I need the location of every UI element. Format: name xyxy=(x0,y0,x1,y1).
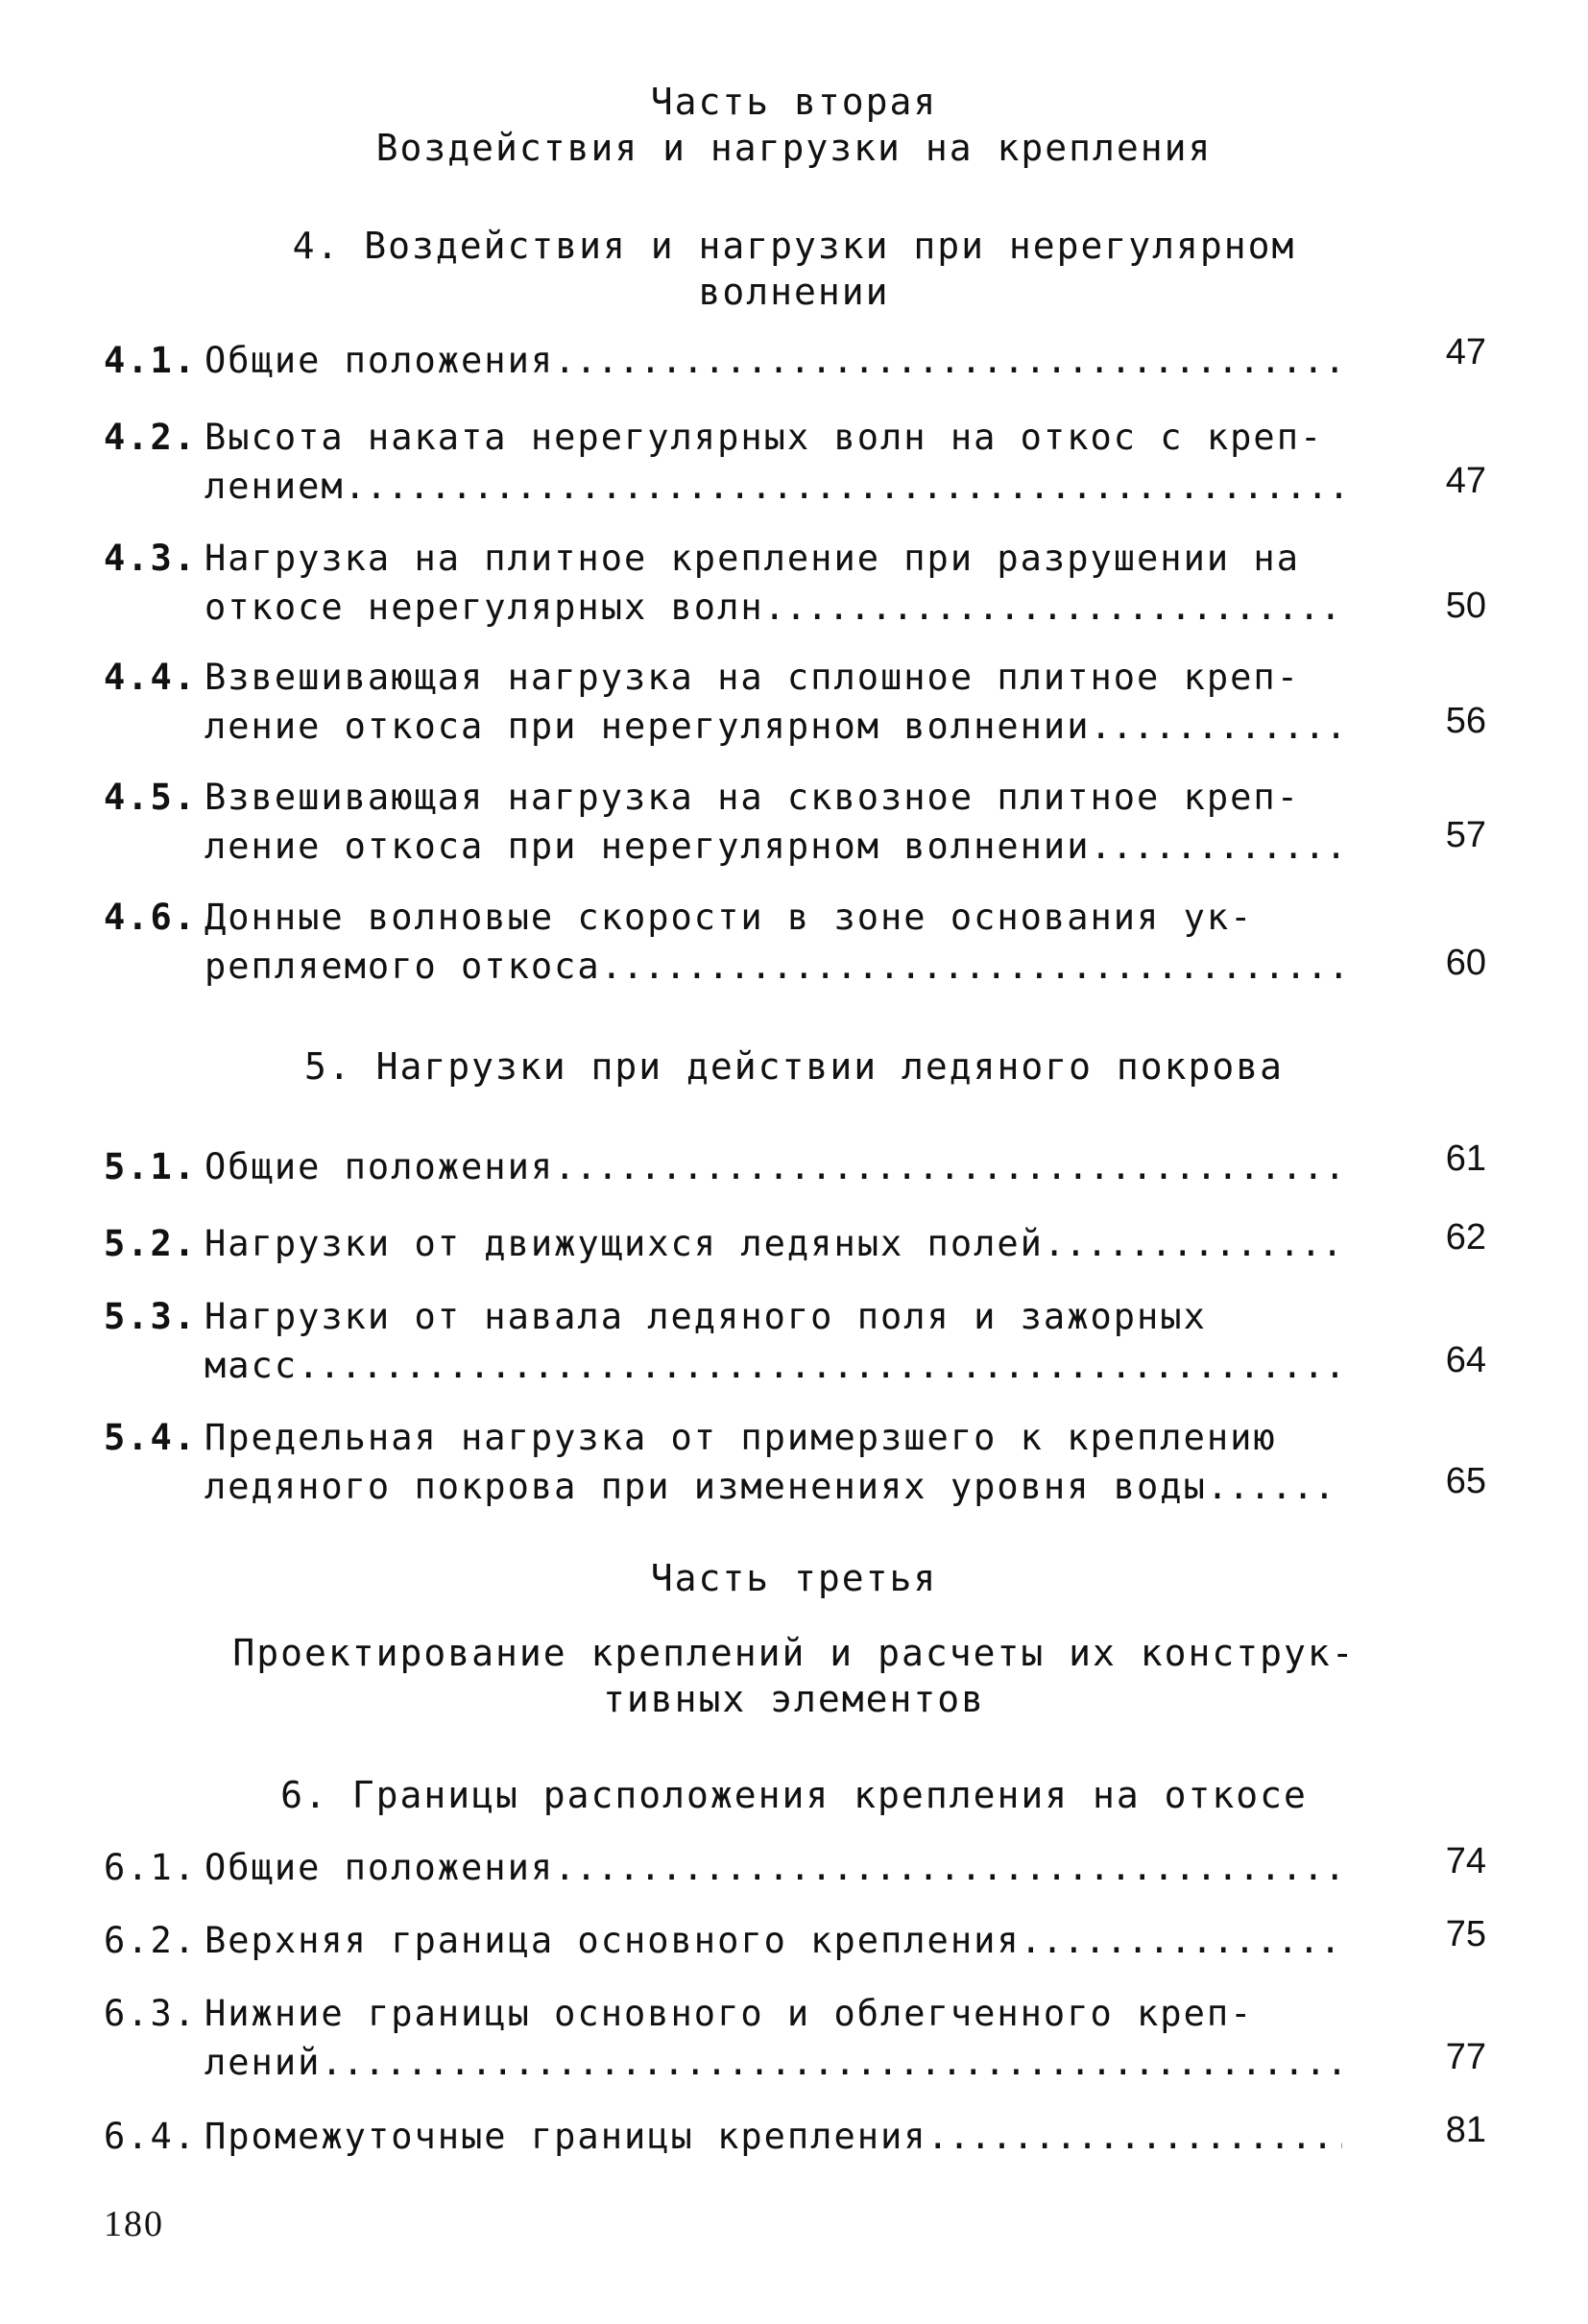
part3-subtitle-cont: тивных элементов xyxy=(602,1678,986,1720)
entry-title-cont: откосе нерегулярных волн xyxy=(205,587,764,628)
entry-number: 6.3. xyxy=(104,1993,198,2034)
entry-number: 5.4. xyxy=(104,1417,198,1458)
entry-page: 65 xyxy=(1445,1461,1486,1501)
entry-number: 6.2. xyxy=(104,1920,198,1961)
entry-number: 4.4. xyxy=(104,657,198,698)
entry-title: Высота наката нерегулярных волн на откос с креп- xyxy=(205,417,1324,458)
entry-page: 75 xyxy=(1445,1914,1486,1954)
entry-number: 5.2. xyxy=(104,1223,198,1264)
entry-number: 5.1. xyxy=(104,1146,198,1187)
entry-title: Нагрузки от навала ледяного поля и зажорных xyxy=(205,1296,1207,1337)
entry-title-cont: репляемого откоса xyxy=(205,946,601,987)
section4-title-cont: волнении xyxy=(698,271,890,313)
entry-title: Нагрузки от движущихся ледяных полей xyxy=(205,1223,1044,1264)
section4-title: 4. Воздействия и нагрузки при нерегулярном xyxy=(292,225,1296,267)
entry-page: 60 xyxy=(1445,943,1486,983)
entry-title: Общие положения xyxy=(205,340,555,381)
entry-title: Общие положения xyxy=(205,1847,555,1888)
entry-title: Промежуточные границы крепления xyxy=(205,2116,927,2157)
part3-subtitle: Проектирование креплений и расчеты их конструк- xyxy=(232,1632,1356,1674)
entry-title-cont: ление откоса при нерегулярном волнении xyxy=(205,706,1091,747)
entry-title-cont: ледяного покрова при изменениях уровня воды xyxy=(205,1466,1207,1507)
entry-title-cont: ление откоса при нерегулярном волнении xyxy=(205,826,1091,867)
entry-number: 4.1. xyxy=(104,340,198,381)
entry-page: 50 xyxy=(1445,586,1486,626)
part3-title: Часть третья xyxy=(650,1557,938,1599)
section5-title: 5. Нагрузки при действии ледяного покрова xyxy=(304,1045,1284,1088)
entry-title: Нагрузка на плитное крепление при разрушении на xyxy=(205,538,1300,579)
entry-page: 47 xyxy=(1445,461,1486,501)
entry-page: 61 xyxy=(1445,1138,1486,1179)
part2-title: Часть вторая xyxy=(650,81,938,123)
entry-number: 4.6. xyxy=(104,897,198,938)
entry-title: Донные волновые скорости в зоне основания ук- xyxy=(205,897,1254,938)
entry-page: 81 xyxy=(1445,2110,1486,2150)
entry-title-cont: лений xyxy=(205,2042,322,2083)
part2-subtitle: Воздействия и нагрузки на крепления xyxy=(375,127,1213,169)
entry-number: 6.1. xyxy=(104,1847,198,1888)
entry-title: Предельная нагрузка от примерзшего к креплению xyxy=(205,1417,1277,1458)
entry-page: 77 xyxy=(1445,2037,1486,2077)
entry-title: Взвешивающая нагрузка на сквозное плитное креп- xyxy=(205,777,1300,818)
entry-number: 4.2. xyxy=(104,417,198,458)
section6-title: 6. Границы расположения крепления на откосе xyxy=(280,1774,1308,1816)
entry-page: 47 xyxy=(1445,332,1486,372)
entry-number: 4.5. xyxy=(104,777,198,818)
entry-number: 5.3. xyxy=(104,1296,198,1337)
entry-page: 56 xyxy=(1445,701,1486,741)
entry-title: Верхняя граница основного крепления xyxy=(205,1920,1021,1961)
entry-title: Взвешивающая нагрузка на сплошное плитное креп- xyxy=(205,657,1300,698)
entry-title: Нижние границы основного и облегченного креп- xyxy=(205,1993,1254,2034)
entry-page: 64 xyxy=(1445,1340,1486,1380)
page-number: 180 xyxy=(104,2204,164,2244)
entry-number: 6.4. xyxy=(104,2116,198,2157)
entry-page: 62 xyxy=(1445,1217,1486,1258)
entry-page: 74 xyxy=(1445,1841,1486,1881)
entry-number: 4.3. xyxy=(104,538,198,579)
entry-title-cont: масс xyxy=(205,1345,299,1386)
entry-title: Общие положения xyxy=(205,1146,555,1187)
entry-title-cont: лением xyxy=(205,466,345,507)
entry-page: 57 xyxy=(1445,815,1486,855)
